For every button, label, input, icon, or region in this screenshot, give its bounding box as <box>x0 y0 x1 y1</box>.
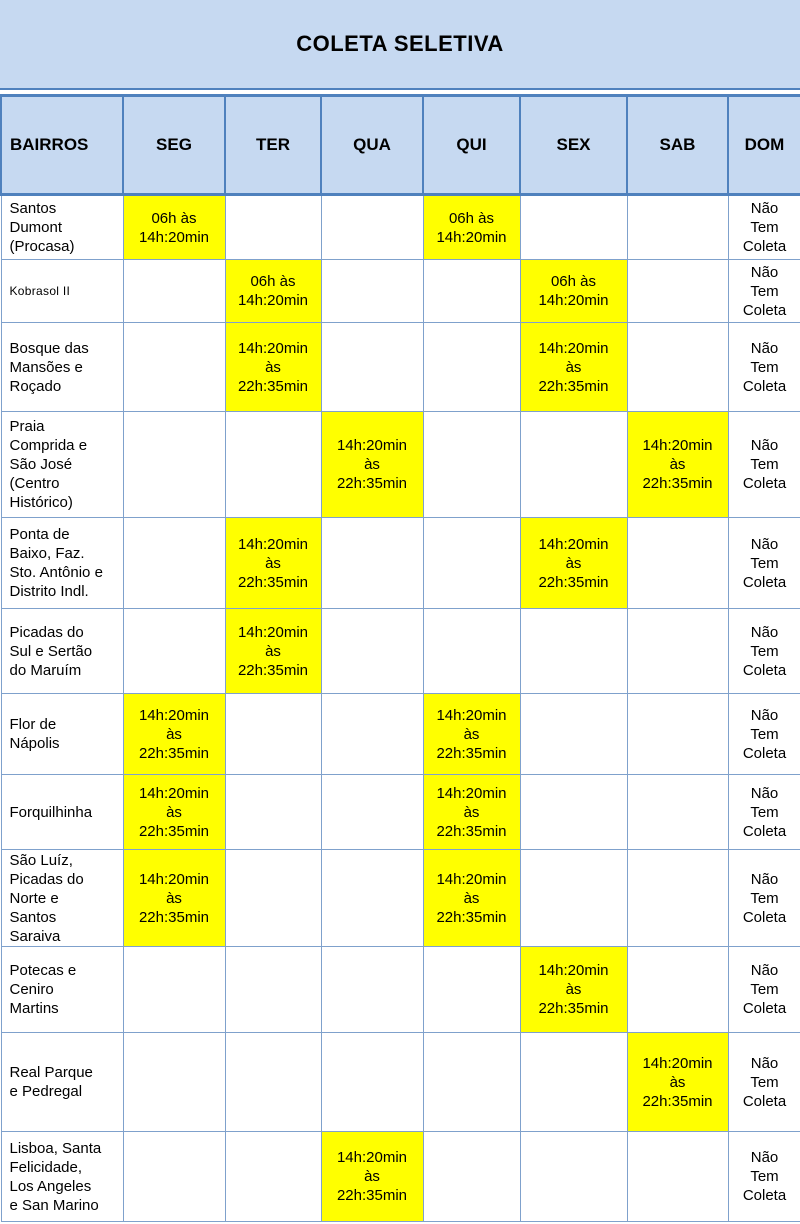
bairro-cell <box>1 1132 123 1222</box>
table-row <box>1 609 800 694</box>
cell-line: e Pedregal <box>9 1083 83 1100</box>
cell-line: 22h:35min <box>642 1092 713 1110</box>
cell-line: Tem <box>750 554 779 572</box>
cell-line: Não <box>750 1054 779 1072</box>
cell-line: Coleta <box>742 377 787 395</box>
bairro-cell <box>1 195 123 260</box>
cell-line: 22h:35min <box>237 377 309 395</box>
cell-line: 14h:20min <box>436 784 507 802</box>
slot-sab <box>627 323 728 412</box>
cell-line: Não <box>750 200 779 217</box>
cell-line: às <box>265 642 281 660</box>
bairro-cell <box>1 947 123 1033</box>
cell-line: Kobrasol II <box>9 283 71 298</box>
slot-seg <box>123 1033 225 1132</box>
table-row <box>1 1033 800 1132</box>
cell-line: 22h:35min <box>138 822 210 840</box>
cell-line: 14h:20min <box>237 535 309 553</box>
cell-line: Tem <box>750 981 779 998</box>
slot-seg <box>123 260 225 323</box>
cell-line: às <box>669 1073 686 1091</box>
slot-ter <box>225 412 321 518</box>
cell-line: do Maruím <box>9 661 82 679</box>
cell-line: 06h às <box>448 209 495 227</box>
cell-line: Flor de <box>9 716 57 733</box>
cell-line: Tem <box>750 1168 779 1185</box>
slot-ter <box>225 195 321 260</box>
table-row <box>1 323 800 412</box>
table-row <box>1 412 800 518</box>
cell-line: Não <box>750 437 779 454</box>
slot-qua <box>321 850 423 947</box>
cell-line: Coleta <box>742 1000 787 1017</box>
cell-line: 06h às <box>250 273 296 290</box>
bairro-cell <box>1 775 123 850</box>
bairro-cell <box>1 412 123 518</box>
cell-line: Praia <box>9 418 45 435</box>
cell-line: 14h:20min <box>436 228 507 246</box>
cell-line: (Centro <box>9 475 60 492</box>
cell-line: Felicidade, <box>9 1158 83 1176</box>
slot-dom <box>728 775 800 850</box>
table-row <box>1 694 800 775</box>
cell-line: Baixo, Faz. <box>9 545 85 562</box>
cell-line: Tem <box>750 456 779 473</box>
cell-line: 14h:20min <box>642 437 713 454</box>
cell-line: Coleta <box>742 475 787 492</box>
cell-line: às <box>166 803 182 821</box>
slot-qui <box>423 1132 520 1222</box>
bairro-cell <box>1 609 123 694</box>
header-dom: DOM <box>728 96 800 195</box>
slot-seg <box>123 947 225 1033</box>
title-bar <box>0 0 800 90</box>
slot-qua <box>321 195 423 260</box>
cell-line: às <box>463 725 480 743</box>
cell-line: 22h:35min <box>336 475 408 492</box>
slot-qui <box>423 947 520 1033</box>
slot-seg <box>123 412 225 518</box>
slot-sab <box>627 609 728 694</box>
cell-line: 22h:35min <box>138 744 210 762</box>
cell-line: 14h:20min <box>237 623 309 641</box>
cell-line: Nápolis <box>9 735 60 752</box>
cell-line: 14h:20min <box>642 1054 713 1072</box>
slot-sex <box>520 850 627 947</box>
slot-seg <box>123 518 225 609</box>
slot-dom <box>728 947 800 1033</box>
slot-sex <box>520 323 627 412</box>
cell-line: às <box>364 1168 380 1185</box>
slot-sab <box>627 850 728 947</box>
cell-line: às <box>166 725 182 743</box>
cell-line: 14h:20min <box>436 870 507 888</box>
slot-sex <box>520 518 627 609</box>
table-row <box>1 195 800 260</box>
slot-ter <box>225 609 321 694</box>
slot-sex <box>520 694 627 775</box>
cell-line: 22h:35min <box>436 908 507 926</box>
cell-line: Coleta <box>742 573 787 591</box>
cell-line: Coleta <box>742 908 787 926</box>
cell-line: Lisboa, Santa <box>9 1139 102 1157</box>
cell-line: 22h:35min <box>538 377 609 395</box>
bairro-cell <box>1 518 123 609</box>
slot-seg <box>123 1132 225 1222</box>
slot-ter <box>225 518 321 609</box>
cell-line: Tem <box>750 803 779 821</box>
header-row <box>1 96 800 195</box>
cell-line: Martins <box>9 1000 59 1017</box>
cell-line: Coleta <box>742 1092 787 1110</box>
slot-qui <box>423 609 520 694</box>
cell-line: Ceniro <box>9 981 54 998</box>
cell-line: Sul e Sertão <box>9 642 93 660</box>
slot-qua <box>321 609 423 694</box>
cell-line: 14h:20min <box>538 535 609 553</box>
cell-line: Não <box>750 1149 779 1166</box>
slot-sex <box>520 947 627 1033</box>
slot-dom <box>728 195 800 260</box>
slot-seg <box>123 195 225 260</box>
slot-dom <box>728 609 800 694</box>
cell-line: Santos <box>9 200 57 217</box>
cell-line: Santos <box>9 908 57 926</box>
cell-line: 22h:35min <box>138 908 210 926</box>
cell-line: Potecas e <box>9 962 77 979</box>
slot-sab <box>627 694 728 775</box>
slot-sab <box>627 775 728 850</box>
cell-line: às <box>265 358 281 376</box>
bairro-cell <box>1 850 123 947</box>
bairro-cell <box>1 1033 123 1132</box>
table-row <box>1 947 800 1033</box>
slot-qua <box>321 412 423 518</box>
cell-line: Não <box>750 339 779 357</box>
slot-dom <box>728 323 800 412</box>
cell-line: Não <box>750 870 779 888</box>
cell-line: 14h:20min <box>336 1149 408 1166</box>
cell-line: Não <box>750 784 779 802</box>
slot-sab <box>627 1132 728 1222</box>
schedule-table <box>0 94 800 1222</box>
header-qua: QUA <box>321 96 423 195</box>
bairro-cell <box>1 323 123 412</box>
header-ter: TER <box>225 96 321 195</box>
slot-sex <box>520 775 627 850</box>
slot-sex <box>520 412 627 518</box>
cell-line: às <box>265 554 281 572</box>
table-row <box>1 518 800 609</box>
cell-line: Tem <box>750 282 779 300</box>
slot-ter <box>225 775 321 850</box>
cell-line: Sto. Antônio e <box>9 564 103 581</box>
table-row <box>1 260 800 323</box>
cell-line: e San Marino <box>9 1196 99 1214</box>
cell-line: Ponta de <box>9 526 70 543</box>
header-seg: SEG <box>123 96 225 195</box>
cell-line: Tem <box>750 358 779 376</box>
cell-line: Tem <box>750 642 779 660</box>
cell-line: São José <box>9 456 73 473</box>
slot-ter <box>225 1132 321 1222</box>
header-bairros: BAIRROS <box>1 96 123 195</box>
slot-qua <box>321 947 423 1033</box>
header-sex: SEX <box>520 96 627 195</box>
slot-qui <box>423 260 520 323</box>
cell-line: Comprida e <box>9 437 88 454</box>
cell-line: 22h:35min <box>237 661 309 679</box>
cell-line: Coleta <box>742 822 787 840</box>
cell-line: 06h às <box>550 273 597 290</box>
cell-line: às <box>565 358 582 376</box>
cell-line: às <box>565 554 582 572</box>
cell-line: às <box>463 889 480 907</box>
slot-qui <box>423 323 520 412</box>
table-row <box>1 850 800 947</box>
cell-line: Saraiva <box>9 927 61 945</box>
cell-line: Não <box>750 535 779 553</box>
cell-line: Distrito Indl. <box>9 583 89 600</box>
cell-line: às <box>364 456 380 473</box>
slot-sab <box>627 195 728 260</box>
cell-line: Coleta <box>742 1187 787 1204</box>
cell-line: Tem <box>750 725 779 743</box>
slot-dom <box>728 1033 800 1132</box>
slot-ter <box>225 694 321 775</box>
slot-dom <box>728 694 800 775</box>
page-title: COLETA SELETIVA <box>296 31 504 56</box>
cell-line: Coleta <box>742 744 787 762</box>
header-qui: QUI <box>423 96 520 195</box>
cell-line: Não <box>750 623 779 641</box>
cell-line: Coleta <box>742 301 787 319</box>
slot-dom <box>728 850 800 947</box>
slot-sab <box>627 260 728 323</box>
cell-line: 06h às <box>151 209 197 227</box>
cell-line: (Procasa) <box>9 238 75 255</box>
cell-line: 14h:20min <box>436 706 507 724</box>
slot-qua <box>321 694 423 775</box>
slot-ter <box>225 1033 321 1132</box>
cell-line: 14h:20min <box>237 292 309 309</box>
slot-seg <box>123 775 225 850</box>
slot-qui <box>423 775 520 850</box>
cell-line: 14h:20min <box>538 962 609 979</box>
header-sab: SAB <box>627 96 728 195</box>
cell-line: Tem <box>750 1073 779 1091</box>
cell-line: 14h:20min <box>538 339 609 357</box>
cell-line: Coleta <box>742 238 787 255</box>
slot-sex <box>520 1033 627 1132</box>
slot-sex <box>520 260 627 323</box>
cell-line: 22h:35min <box>642 475 713 492</box>
slot-ter <box>225 947 321 1033</box>
cell-line: 22h:35min <box>237 573 309 591</box>
slot-dom <box>728 1132 800 1222</box>
cell-line: Mansões e <box>9 358 83 376</box>
cell-line: Tem <box>750 889 779 907</box>
slot-ter <box>225 850 321 947</box>
slot-dom <box>728 260 800 323</box>
slot-ter <box>225 323 321 412</box>
cell-line: 14h:20min <box>138 706 210 724</box>
cell-line: Real Parque <box>9 1064 93 1081</box>
cell-line: Roçado <box>9 377 62 395</box>
slot-qua <box>321 518 423 609</box>
cell-line: 14h:20min <box>336 437 408 454</box>
slot-seg <box>123 323 225 412</box>
cell-line: 22h:35min <box>436 822 507 840</box>
cell-line: 22h:35min <box>538 573 609 591</box>
slot-qui <box>423 1033 520 1132</box>
cell-line: 22h:35min <box>538 1000 609 1017</box>
slot-qua <box>321 323 423 412</box>
cell-line: Tem <box>750 219 779 236</box>
cell-line: 22h:35min <box>436 744 507 762</box>
slot-qua <box>321 775 423 850</box>
slot-seg <box>123 609 225 694</box>
slot-sab <box>627 947 728 1033</box>
cell-line: 14h:20min <box>138 784 210 802</box>
slot-sab <box>627 518 728 609</box>
slot-seg <box>123 694 225 775</box>
cell-line: São Luíz, <box>9 851 73 869</box>
table-row <box>1 1132 800 1222</box>
slot-qui <box>423 850 520 947</box>
cell-line: 14h:20min <box>138 870 210 888</box>
cell-line: Bosque das <box>9 339 89 357</box>
cell-line: às <box>565 981 582 998</box>
slot-sex <box>520 609 627 694</box>
cell-line: Não <box>750 706 779 724</box>
cell-line: 14h:20min <box>538 292 609 309</box>
slot-qui <box>423 694 520 775</box>
cell-line: Picadas do <box>9 870 84 888</box>
slot-qua <box>321 260 423 323</box>
cell-line: 14h:20min <box>237 339 309 357</box>
slot-sex <box>520 195 627 260</box>
cell-line: 14h:20min <box>138 228 210 246</box>
slot-dom <box>728 518 800 609</box>
slot-sab <box>627 1033 728 1132</box>
slot-seg <box>123 850 225 947</box>
cell-line: Norte e <box>9 889 59 907</box>
cell-line: às <box>669 456 686 473</box>
cell-line: Forquilhinha <box>9 803 93 821</box>
cell-line: 22h:35min <box>336 1187 408 1204</box>
cell-line: Picadas do <box>9 623 84 641</box>
slot-sab <box>627 412 728 518</box>
cell-line: Histórico) <box>9 494 73 511</box>
slot-qui <box>423 412 520 518</box>
cell-line: Coleta <box>742 661 787 679</box>
slot-sex <box>520 1132 627 1222</box>
bairro-cell <box>1 260 123 323</box>
slot-dom <box>728 412 800 518</box>
cell-line: às <box>463 803 480 821</box>
cell-line: Não <box>750 962 779 979</box>
slot-qua <box>321 1033 423 1132</box>
table-row <box>1 775 800 850</box>
bairro-cell <box>1 694 123 775</box>
cell-line: Não <box>750 263 779 281</box>
slot-qui <box>423 195 520 260</box>
slot-ter <box>225 260 321 323</box>
cell-line: Los Angeles <box>9 1177 92 1195</box>
cell-line: Dumont <box>9 219 63 236</box>
cell-line: às <box>166 889 182 907</box>
slot-qui <box>423 518 520 609</box>
slot-qua <box>321 1132 423 1222</box>
